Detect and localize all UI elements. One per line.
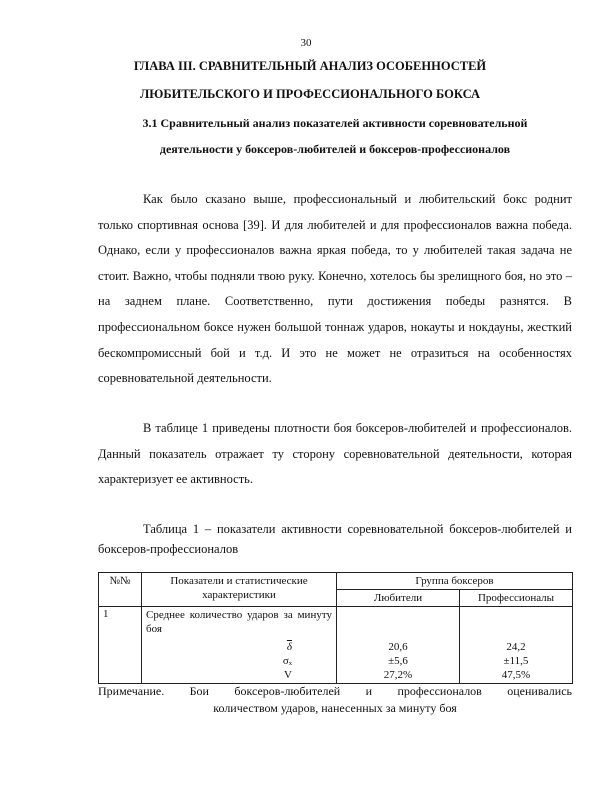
stat-symbol-mean: $\overline{\delta}$	[286, 641, 292, 653]
professionals-mean: 24,2	[506, 641, 526, 653]
header-professionals: Профессионалы	[460, 590, 573, 607]
comparison-table	[98, 572, 573, 684]
table-note	[98, 683, 572, 717]
body-paragraph-1	[98, 187, 572, 392]
amateurs-values	[337, 607, 460, 684]
header-indicator: Показатели и статистические характеристики	[142, 573, 337, 607]
table-note-line-2: количеством ударов, нанесенных за минуту боя	[213, 701, 457, 715]
header-number: №№	[99, 573, 142, 607]
table-caption: Таблица 1 – показатели активности соревновательной боксеров-любителей и боксеров-профессионалов	[98, 522, 572, 556]
stat-symbol-sigma: σₓ	[282, 655, 292, 667]
page-number: 30	[300, 37, 312, 49]
table-header-row	[99, 573, 573, 590]
section-title-line-1: 3.1 Сравнительный анализ показателей активности соревновательной	[142, 116, 528, 130]
amateurs-v: 27,2%	[383, 669, 413, 681]
body-paragraph-2-text: В таблице 1 приведены плотности боя боксеров-любителей и профессионалов. Данный показатель отражает ту сторону соревновательной деятельности, которая характеризует ее активность.	[98, 421, 572, 487]
amateurs-sigma: ±5,6	[388, 655, 408, 667]
chapter-title-line-2: ЛЮБИТЕЛЬСКОГО И ПРОФЕССИОНАЛЬНОГО БОКСА	[139, 87, 481, 101]
table-row	[99, 607, 573, 684]
body-paragraph-2	[98, 416, 572, 493]
table-note-line-1: Примечание. Бои боксеров-любителей и профессионалов оценивались	[98, 684, 572, 698]
body-paragraph-1-text: Как было сказано выше, профессиональный и любительский бокс роднит только спортивная основа [39]. И для любителей и для профессионалов важна победа. Однако, если у профессионалов важна яркая победа, то у любителей такая задача не стоит. Важно, чтобы подняли твою руку. Конечно, хотелось бы зрелищного боя, но это – на заднем плане. Соответственно, пути достижения победы разнятся. В профессиональном боксе нужен большой тоннаж ударов, нокауты и нокдауны, жесткий бескомпромиссный бой и т.д. И это не может не отразиться на особенностях соревновательной деятельности.	[98, 192, 572, 386]
chapter-title	[90, 52, 530, 108]
chapter-title-line-1: ГЛАВА III. СРАВНИТЕЛЬНЫЙ АНАЛИЗ ОСОБЕННОСТЕЙ	[133, 59, 487, 73]
row-number: 1	[99, 607, 142, 684]
row-indicator-label: Среднее количество ударов за минуту боя	[146, 609, 332, 635]
section-title	[98, 110, 572, 162]
row-indicator	[142, 607, 337, 684]
professionals-v: 47,5%	[501, 669, 531, 681]
stat-symbol-v: V	[284, 669, 292, 681]
section-title-line-2: деятельности у боксеров-любителей и боксеров-профессионалов	[159, 142, 511, 156]
amateurs-mean: 20,6	[388, 641, 408, 653]
header-amateurs: Любители	[337, 590, 460, 607]
professionals-values	[460, 607, 573, 684]
professionals-sigma: ±11,5	[503, 655, 529, 667]
header-group: Группа боксеров	[337, 573, 573, 590]
